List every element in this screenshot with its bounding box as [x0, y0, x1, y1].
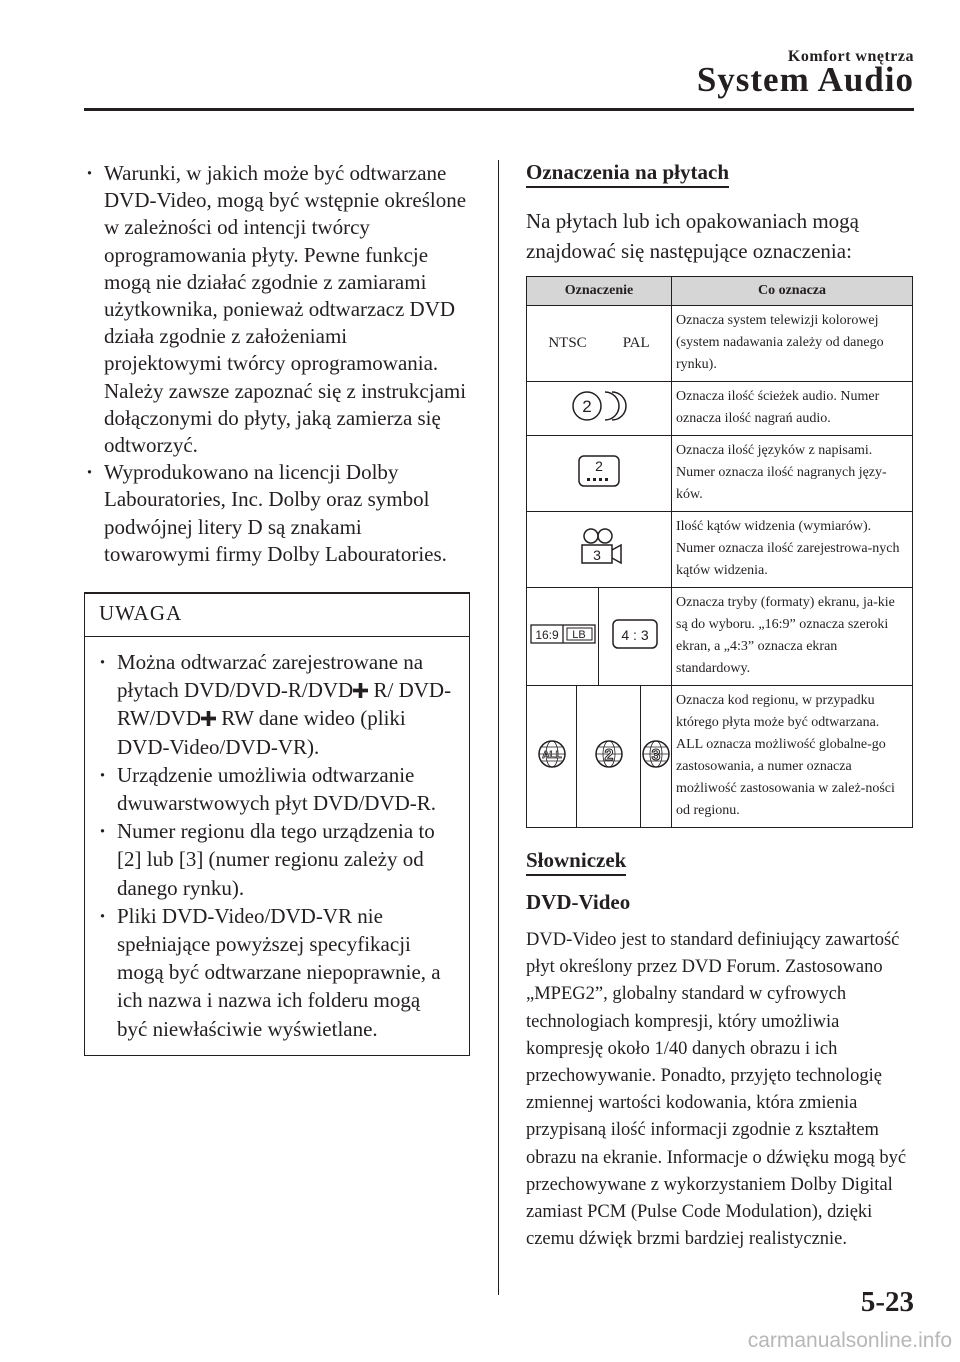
description-cell: Oznacza system telewizji kolorowej (system nadawania zależy od danego rynku). [672, 306, 913, 382]
note-item: · Urządzenie umożliwia odtwarzanie dwuwarstwowych płyt DVD/DVD-R. [97, 761, 455, 817]
region-2-icon [594, 739, 624, 769]
audio-number: 2 [582, 397, 592, 416]
table-row [527, 306, 913, 382]
pal-label: PAL [622, 335, 650, 351]
plus-icon [201, 711, 216, 726]
widescreen-icon [530, 624, 596, 644]
watermark: carmanualsonline.info [747, 1329, 952, 1352]
note-item: · Pliki DVD-Video/DVD-VR nie spełniające powyższej specyfikacji mogą być odtwarzane niepoprawnie, a ich nazwa i nazwa ich folderu mogą być niewłaściwie wyświetlane. [97, 902, 455, 1043]
section-label: Komfort wnętrza [787, 48, 914, 65]
intro-text: Na płytach lub ich opakowaniach mogą znajdować się następujące oznaczenia: [526, 209, 859, 263]
symbol-cell [641, 686, 672, 828]
table-header-row [527, 277, 913, 306]
camera-angle-icon [574, 526, 624, 568]
widescreen-label: 16:9 [534, 628, 559, 642]
symbol-cell [599, 588, 672, 686]
table-row [527, 436, 913, 512]
description-cell: Oznacza ilość ścieżek audio. Numer oznacza ilość nagrań audio. [672, 382, 913, 436]
symbol-cell [527, 686, 577, 828]
symbol-cell [527, 588, 599, 686]
glossary-paragraph: DVD-Video jest to standard definiujący zawartość płyt określony przez DVD Forum. Zastosowano „MPEG2”, globalny standard w cyfrowych technologiach kompresji, który umożliwia kompresję około 1/40 danych obrazu i ich przechowywanie. Ponadto, przyjęto technologię zmiennej wartości kodowania, która zmienia przypisaną ilość informacji zgodnie z kształtem obrazu na ekranie. Informacje o dźwięku mogą być przechowywane z wykorzystaniem Dolby Digital zamiast PCM (Pulse Code Modulation), dzięki czemu dźwięk brzmi bardziej realistycznie. [526, 930, 907, 1250]
region-3-label: 3 [651, 747, 661, 764]
bullet-item: · Warunki, w jakich może być odtwarzane DVD-Video, mogą być wstępnie określone w zależności od intencji twórcy oprogramowania płyty. Pewne funkcje mogą nie działać zgodnie z zamiarami użytkownika, ponieważ odtwarzacz DVD działa zgodnie z założeniami projektowymi twórcy oprogramowania. Należy zawsze zapoznać się z instrukcjami dołączonymi do płyty, jaką zamierza się odtworzyć. [84, 160, 470, 459]
disc-marks-table [526, 276, 913, 828]
region-2-label: 2 [604, 747, 613, 764]
description-cell: Oznacza tryby (formaty) ekranu, ja-kie są do wyboru. „16:9” oznacza szeroki ekran, a „4:3” oznacza ekran standardowy. [672, 588, 913, 686]
symbol-cell [527, 382, 672, 436]
note-text: Można odtwarzać zarejestrowane na płytach DVD/DVD-R/DVD [117, 650, 424, 703]
page-number: 5-23 [860, 1286, 914, 1318]
table-row [527, 588, 913, 686]
ntsc-label: NTSC [548, 335, 587, 351]
standard-screen-icon [610, 618, 660, 650]
region-all-icon [537, 739, 567, 769]
description-cell: Oznacza kod regionu, w przypadku którego płyta może być odtwarzana. ALL oznacza możliwość globalne-go zastosowania, a numer oznacza możliwość zastosowania w zależ-ności od regionu. [672, 686, 913, 828]
note-item [97, 648, 455, 761]
page-title: System Audio [696, 60, 914, 99]
symbol-cell [527, 436, 672, 512]
header-rule [84, 108, 914, 111]
left-column [84, 160, 470, 1056]
bullet-item: · Wyprodukowano na licencji Dolby Labouratories, Inc. Dolby oraz symbol podwójnej litery D są znakami towarowymi firmy Dolby Labouratories. [84, 459, 470, 568]
header-cell: Co oznacza [672, 277, 913, 306]
column-divider [498, 160, 499, 1295]
symbol-cell [577, 686, 641, 828]
table-row [527, 382, 913, 436]
letterbox-label: LB [571, 629, 586, 641]
table-row [527, 512, 913, 588]
description-cell: Oznacza ilość języków z napisami. Numer oznacza ilość nagranych języ-ków. [672, 436, 913, 512]
subtitle-icon [575, 454, 623, 488]
right-column [526, 160, 916, 1253]
bullet-list [84, 160, 470, 568]
symbol-cell [527, 306, 672, 382]
angle-number: 3 [593, 547, 601, 563]
symbol-cell [527, 512, 672, 588]
note-list [85, 637, 469, 1055]
description-cell: Ilość kątów widzenia (wymiarów). Numer oznacza ilość zarejestrowa-nych kątów widzenia. [672, 512, 913, 588]
audio-tracks-icon [565, 388, 633, 424]
note-box [84, 592, 470, 1056]
table-row [527, 686, 913, 828]
header-cell: Oznaczenie [527, 277, 672, 306]
note-item: · Numer regionu dla tego urządzenia to [2] lub [3] (numer regionu zależy od danego rynku). [97, 817, 455, 902]
note-text: RW dane wideo (pliki DVD-Video/DVD-VR). [117, 706, 406, 759]
region-all-label: ALL [541, 750, 562, 761]
subtitle-number: 2 [595, 458, 603, 474]
glossary-heading: Słowniczek [526, 848, 626, 876]
note-title: UWAGA [85, 594, 469, 637]
glossary-term: DVD-Video [526, 890, 631, 914]
plus-icon [353, 683, 368, 698]
section-heading: Oznaczenia na płytach [526, 160, 729, 188]
region-3-icon [641, 739, 671, 769]
standard-label: 4 : 3 [621, 627, 649, 643]
note-text: R/ DVD-RW/DVD [117, 678, 452, 731]
